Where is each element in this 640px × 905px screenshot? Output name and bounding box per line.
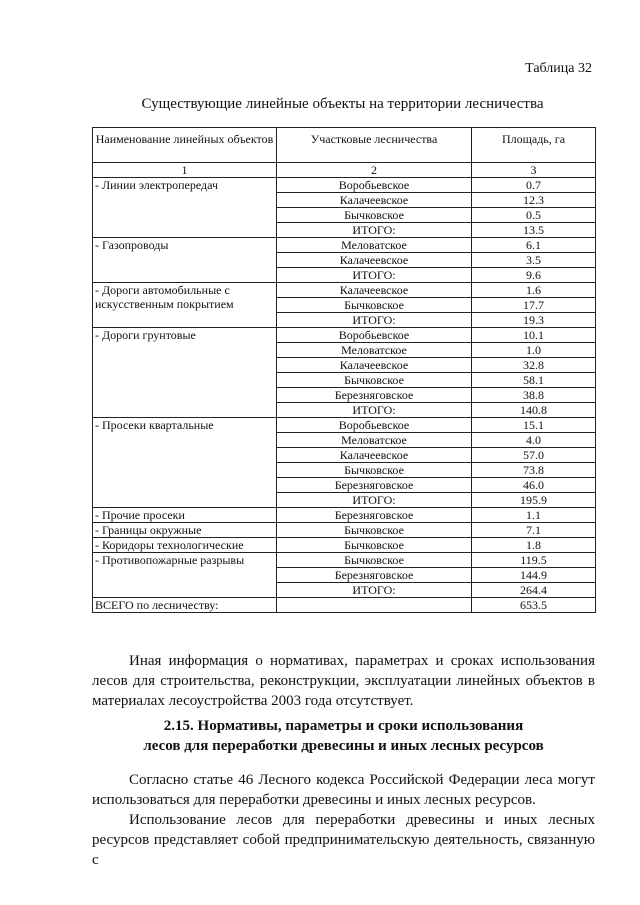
forestry-cell: ИТОГО: <box>277 403 472 418</box>
area-cell: 119.5 <box>472 553 596 568</box>
forestry-cell: Бычковское <box>277 553 472 568</box>
object-name-cell: - Дороги автомобильные с искусственным покрытием <box>93 283 277 328</box>
column-number: 3 <box>472 163 596 178</box>
forestry-cell: Меловатское <box>277 238 472 253</box>
forestry-cell: ИТОГО: <box>277 493 472 508</box>
forestry-cell: Калачеевское <box>277 358 472 373</box>
column-number: 2 <box>277 163 472 178</box>
table-row <box>93 538 596 553</box>
table-row <box>93 178 596 193</box>
object-name-cell: - Коридоры технологические <box>93 538 277 553</box>
forestry-cell: Березняговское <box>277 568 472 583</box>
forestry-cell: Калачеевское <box>277 253 472 268</box>
forestry-cell: ИТОГО: <box>277 313 472 328</box>
area-cell: 15.1 <box>472 418 596 433</box>
object-name-cell: - Линии электропередач <box>93 178 277 238</box>
total-empty-cell <box>277 598 472 613</box>
area-cell: 1.0 <box>472 343 596 358</box>
area-cell: 7.1 <box>472 523 596 538</box>
area-cell: 3.5 <box>472 253 596 268</box>
table-row <box>93 418 596 433</box>
forestry-cell: Воробьевское <box>277 328 472 343</box>
table-row <box>93 328 596 343</box>
forestry-cell: ИТОГО: <box>277 268 472 283</box>
object-name-cell: - Прочие просеки <box>93 508 277 523</box>
linear-objects-table <box>92 127 596 613</box>
forestry-cell: Бычковское <box>277 373 472 388</box>
object-name-cell: - Дороги грунтовые <box>93 328 277 418</box>
object-name-cell: - Газопроводы <box>93 238 277 283</box>
table-row <box>93 238 596 253</box>
forestry-cell: Воробьевское <box>277 178 472 193</box>
total-area-cell: 653.5 <box>472 598 596 613</box>
section-heading-line: 2.15. Нормативы, параметры и сроки использования <box>163 718 524 734</box>
table-row <box>93 553 596 568</box>
object-name-cell: - Противопожарные разрывы <box>93 553 277 598</box>
area-cell: 1.8 <box>472 538 596 553</box>
object-name-cell: - Границы окружные <box>93 523 277 538</box>
forestry-cell: Калачеевское <box>277 283 472 298</box>
area-cell: 17.7 <box>472 298 596 313</box>
table-title: Существующие линейные объекты на территории лесничества <box>141 96 544 112</box>
forestry-cell: Березняговское <box>277 478 472 493</box>
forestry-cell: Калачеевское <box>277 193 472 208</box>
header-area: Площадь, га <box>472 128 596 163</box>
forestry-cell: Бычковское <box>277 538 472 553</box>
forestry-cell: Березняговское <box>277 388 472 403</box>
area-cell: 264.4 <box>472 583 596 598</box>
object-name-cell: - Просеки квартальные <box>93 418 277 508</box>
forestry-cell: Бычковское <box>277 463 472 478</box>
area-cell: 58.1 <box>472 373 596 388</box>
paragraph-article-46: Согласно статье 46 Лесного кодекса Российской Федерации леса могут использоваться для переработки древесины и иных лесных ресурсов. <box>92 772 595 808</box>
area-cell: 0.5 <box>472 208 596 223</box>
area-cell: 195.9 <box>472 493 596 508</box>
area-cell: 6.1 <box>472 238 596 253</box>
column-number-row <box>93 163 596 178</box>
header-forestry: Участковые лесничества <box>277 128 472 163</box>
area-cell: 73.8 <box>472 463 596 478</box>
forestry-cell: Меловатское <box>277 433 472 448</box>
forestry-cell: Воробьевское <box>277 418 472 433</box>
forestry-cell: Калачеевское <box>277 448 472 463</box>
area-cell: 12.3 <box>472 193 596 208</box>
paragraph-other-info: Иная информация о нормативах, параметрах и сроках использования лесов для строительства, реконструкции, эксплуатации линейных объектов в материалах лесоустройства 2003 года отсутствует. <box>92 653 595 709</box>
area-cell: 57.0 <box>472 448 596 463</box>
area-cell: 19.3 <box>472 313 596 328</box>
forestry-cell: Березняговское <box>277 508 472 523</box>
total-row <box>93 598 596 613</box>
table-row <box>93 283 596 298</box>
forestry-cell: Бычковское <box>277 208 472 223</box>
forestry-cell: ИТОГО: <box>277 223 472 238</box>
area-cell: 10.1 <box>472 328 596 343</box>
area-cell: 4.0 <box>472 433 596 448</box>
table-body <box>93 178 596 613</box>
total-label-cell: ВСЕГО по лесничеству: <box>93 598 277 613</box>
table-number-label: Таблица 32 <box>525 61 592 76</box>
area-cell: 13.5 <box>472 223 596 238</box>
section-heading-line: лесов для переработки древесины и иных лесных ресурсов <box>143 738 544 754</box>
section-heading <box>92 716 595 756</box>
header-object-name: Наименование линейных объектов <box>93 128 277 163</box>
area-cell: 1.1 <box>472 508 596 523</box>
table-row <box>93 508 596 523</box>
area-cell: 46.0 <box>472 478 596 493</box>
forestry-cell: Меловатское <box>277 343 472 358</box>
area-cell: 1.6 <box>472 283 596 298</box>
area-cell: 9.6 <box>472 268 596 283</box>
area-cell: 32.8 <box>472 358 596 373</box>
table-header-row <box>93 128 596 163</box>
forestry-cell: Бычковское <box>277 298 472 313</box>
table-row <box>93 523 596 538</box>
paragraph-usage: Использование лесов для переработки древесины и иных лесных ресурсов представляет собой предпринимательскую деятельность, связанную с <box>92 812 595 868</box>
forestry-cell: Бычковское <box>277 523 472 538</box>
forestry-cell: ИТОГО: <box>277 583 472 598</box>
area-cell: 38.8 <box>472 388 596 403</box>
column-number: 1 <box>93 163 277 178</box>
area-cell: 144.9 <box>472 568 596 583</box>
area-cell: 140.8 <box>472 403 596 418</box>
area-cell: 0.7 <box>472 178 596 193</box>
